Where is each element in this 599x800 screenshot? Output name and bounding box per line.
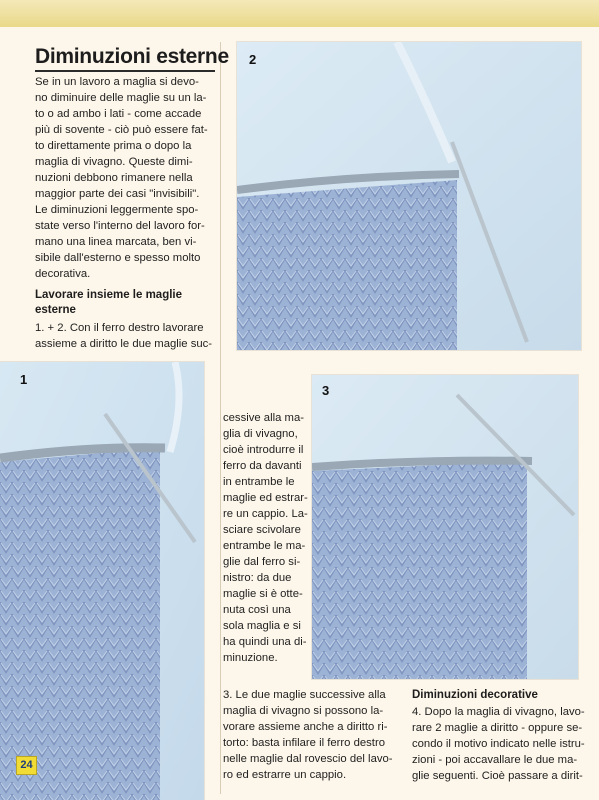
photo-3-knitting xyxy=(312,375,578,679)
narrow-column-paragraph xyxy=(223,410,311,666)
narrow-line: minuzione. xyxy=(223,652,278,664)
narrow-line: cioè introdurre il xyxy=(223,444,304,456)
intro-line: maggior parte dei casi "invisibili". xyxy=(35,188,200,200)
step-4-paragraph xyxy=(412,704,592,784)
narrow-line: nuta così una xyxy=(223,604,291,616)
photo-1-knitting xyxy=(0,362,204,800)
step-line: maglia di vivagno si possono la- xyxy=(223,705,384,717)
column-divider xyxy=(220,42,221,794)
step-line: vorare assieme anche a diritto ri- xyxy=(223,721,388,733)
intro-line: no diminuire delle maglie su un la- xyxy=(35,92,207,104)
step-line: condo il motivo indicato nelle istru- xyxy=(412,738,585,750)
narrow-line: in entrambe le xyxy=(223,476,295,488)
narrow-line: glia di vivagno, xyxy=(223,428,298,440)
intro-line: to o ad ambo i lati - come accade xyxy=(35,108,202,120)
section-title: Diminuzioni esterne xyxy=(35,45,229,68)
step-line: rare 2 maglie a diritto - oppure se- xyxy=(412,722,583,734)
intro-line: to direttamente prima o dopo la xyxy=(35,140,192,152)
step-line: 1. + 2. Con il ferro destro lavorare xyxy=(35,322,204,334)
title-underline xyxy=(35,70,215,72)
narrow-line: nistro: da due xyxy=(223,572,292,584)
intro-line: Se in un lavoro a maglia si devo- xyxy=(35,76,199,88)
narrow-line: sola maglia e si xyxy=(223,620,301,632)
intro-paragraph xyxy=(35,74,217,282)
step-line: 4. Dopo la maglia di vivagno, lavo- xyxy=(412,706,585,718)
intro-line: più di sovente - ciò può essere fat- xyxy=(35,124,208,136)
subheading-diminuzioni-decorative: Diminuzioni decorative xyxy=(412,689,538,701)
photo-3-label: 3 xyxy=(322,383,330,398)
subheading-line: esterne xyxy=(35,304,76,316)
step-line: torto: basta infilare il ferro destro xyxy=(223,737,385,749)
photo-1-label: 1 xyxy=(20,372,28,387)
step-line: nelle maglie dal rovescio del lavo- xyxy=(223,753,393,765)
knitting-image-1 xyxy=(0,362,204,800)
intro-line: maglia di vivagno. Queste dimi- xyxy=(35,156,193,168)
subheading-lavorare-insieme xyxy=(35,288,217,318)
top-color-strip xyxy=(0,0,599,27)
narrow-line: sciare scivolare xyxy=(223,524,301,536)
narrow-line: ha quindi una di- xyxy=(223,636,307,648)
intro-line: nuzioni debbono rimanere nella xyxy=(35,172,193,184)
step-1-2-paragraph xyxy=(35,320,217,352)
intro-line: sibile dall'esterno e spesso molto xyxy=(35,252,201,264)
page-number: 24 xyxy=(16,756,37,775)
photo-2-label: 2 xyxy=(249,52,257,67)
subheading-line: Lavorare insieme le maglie xyxy=(35,289,183,301)
narrow-line: maglie si è otte- xyxy=(223,588,303,600)
narrow-line: cessive alla ma- xyxy=(223,412,304,424)
step-line: assieme a diritto le due maglie suc- xyxy=(35,338,213,350)
step-line: glie seguenti. Cioè passare a dirit- xyxy=(412,770,583,782)
narrow-line: ferro da davanti xyxy=(223,460,302,472)
step-line: 3. Le due maglie successive alla xyxy=(223,689,386,701)
narrow-line: re un cappio. La- xyxy=(223,508,308,520)
photo-2-knitting xyxy=(237,42,581,350)
step-line: zioni - poi accavallare le due ma- xyxy=(412,754,578,766)
knitting-image-2 xyxy=(237,42,581,350)
intro-line: mano una linea marcata, ben vi- xyxy=(35,236,197,248)
narrow-line: entrambe le ma- xyxy=(223,540,306,552)
step-3-paragraph xyxy=(223,687,401,783)
intro-line: state verso l'interno del lavoro for- xyxy=(35,220,205,232)
intro-line: decorativa. xyxy=(35,268,91,280)
step-line: ro ed estrarre un cappio. xyxy=(223,769,347,781)
knitting-image-3 xyxy=(312,375,578,679)
narrow-line: glie dal ferro si- xyxy=(223,556,301,568)
intro-line: Le diminuzioni leggermente spo- xyxy=(35,204,199,216)
narrow-line: maglie ed estrar- xyxy=(223,492,308,504)
